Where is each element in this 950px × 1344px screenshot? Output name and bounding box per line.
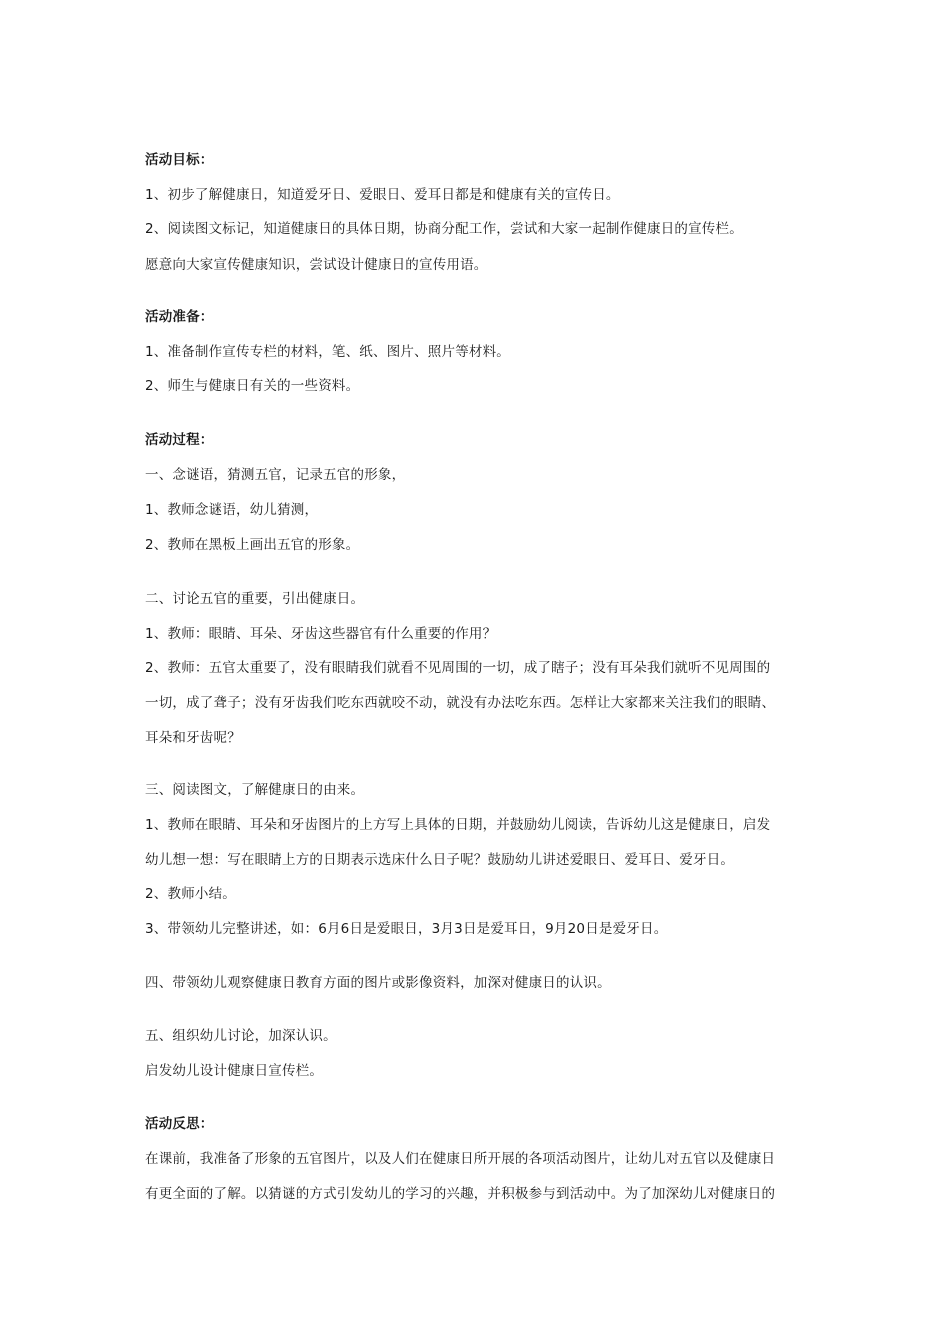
process-step: 3、带领幼儿完整讲述，如：6月6日是爱眼日，3月3日是爱耳日，9月20日是爱牙日。 [145,921,668,937]
prep-item: 2、师生与健康日有关的一些资料。 [145,378,360,394]
process-step: 2、教师在黑板上画出五官的形象。 [145,537,360,553]
process-step: 2、教师：五官太重要了，没有眼睛我们就看不见周围的一切，成了瞎子；没有耳朵我们就听不见周围的 [145,660,771,676]
process-step: 三、阅读图文，了解健康日的由来。 [145,782,365,798]
process-step: 启发幼儿设计健康日宣传栏。 [145,1063,324,1079]
process-step: 1、教师：眼睛、耳朵、牙齿这些器官有什么重要的作用？ [145,626,497,642]
process-heading: 活动过程： [145,432,214,448]
process-step: 一切，成了聋子；没有牙齿我们吃东西就咬不动，就没有办法吃东西。怎样让大家都来关注我们的眼睛、 [145,695,776,711]
prep-item: 1、准备制作宣传专栏的材料，笔、纸、图片、照片等材料。 [145,344,510,360]
process-step: 幼儿想一想：写在眼睛上方的日期表示选床什么日子呢？鼓励幼儿讲述爱眼日、爱耳日、爱牙日。 [145,852,735,868]
process-step: 二、讨论五官的重要，引出健康日。 [145,591,365,607]
process-step: 四、带领幼儿观察健康日教育方面的图片或影像资料，加深对健康日的认识。 [145,975,611,991]
goals-item: 1、初步了解健康日，知道爱牙日、爱眼日、爱耳日都是和健康有关的宣传日。 [145,187,620,203]
process-step: 耳朵和牙齿呢？ [145,730,241,746]
reflection-text: 在课前，我准备了形象的五官图片，以及人们在健康日所开展的各项活动图片，让幼儿对五官以及健康日 [145,1151,776,1167]
reflection-heading: 活动反思： [145,1116,214,1132]
process-step: 一、念谜语，猜测五官，记录五官的形象， [145,467,406,483]
process-step: 2、教师小结。 [145,886,236,902]
process-step: 1、教师念谜语，幼儿猜测， [145,502,319,518]
goals-heading: 活动目标： [145,152,214,168]
goals-item: 愿意向大家宣传健康知识，尝试设计健康日的宣传用语。 [145,257,488,273]
process-step: 1、教师在眼睛、耳朵和牙齿图片的上方写上具体的日期，并鼓励幼儿阅读，告诉幼儿这是健康日，启发 [145,817,771,833]
process-step: 五、组织幼儿讨论，加深认识。 [145,1028,337,1044]
reflection-text: 有更全面的了解。以猜谜的方式引发幼儿的学习的兴趣，并积极参与到活动中。为了加深幼儿对健康日的 [145,1186,776,1202]
prep-heading: 活动准备： [145,309,214,325]
goals-item: 2、阅读图文标记，知道健康日的具体日期，协商分配工作，尝试和大家一起制作健康日的宣传栏。 [145,221,743,237]
